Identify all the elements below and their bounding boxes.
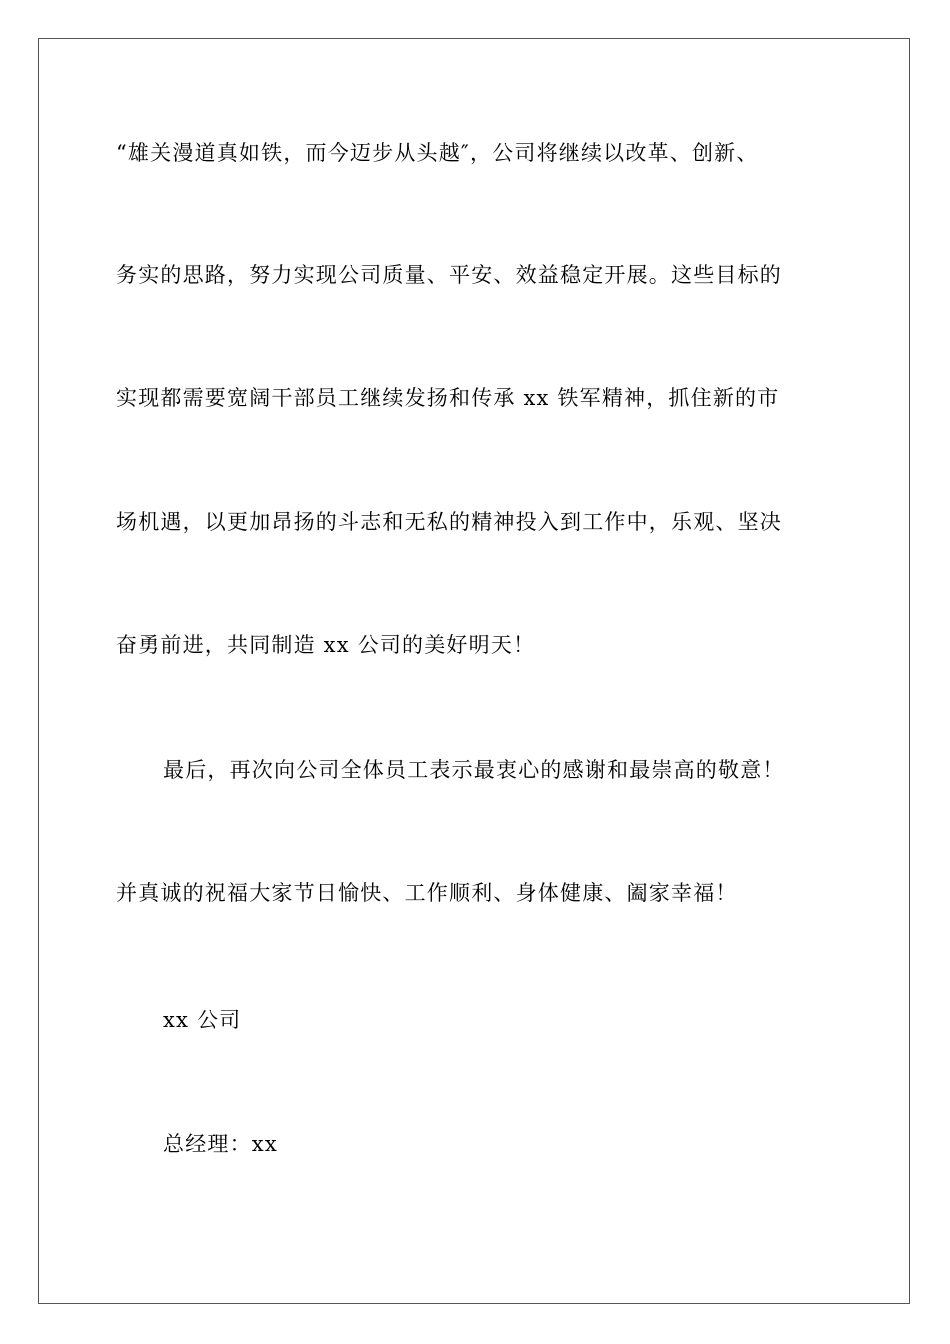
signature-manager: 总经理：xx [163, 1132, 278, 1156]
closing-text-line: 并真诚的祝福大家节日愉快、工作顺利、身体健康、阖家幸福！ [116, 881, 738, 905]
body-text-line: “雄关漫道真如铁，而今迈步从头越″，公司将继续以改革、创新、 [116, 141, 759, 165]
closing-text-line: 最后，再次向公司全体员工表示最衷心的感谢和最崇高的敬意！ [163, 758, 785, 782]
body-text-line: 实现都需要宽阔干部员工继续发扬和传承 xx 铁军精神，抓住新的市 [116, 386, 780, 410]
body-text-line: 场机遇，以更加昂扬的斗志和无私的精神投入到工作中，乐观、坚决 [116, 510, 782, 534]
body-text-line: 务实的思路，努力实现公司质量、平安、效益稳定开展。这些目标的 [116, 263, 782, 287]
page-border [38, 38, 910, 1304]
signature-company: xx 公司 [163, 1008, 242, 1032]
body-text-line: 奋勇前进，共同制造 xx 公司的美好明天！ [116, 633, 536, 657]
